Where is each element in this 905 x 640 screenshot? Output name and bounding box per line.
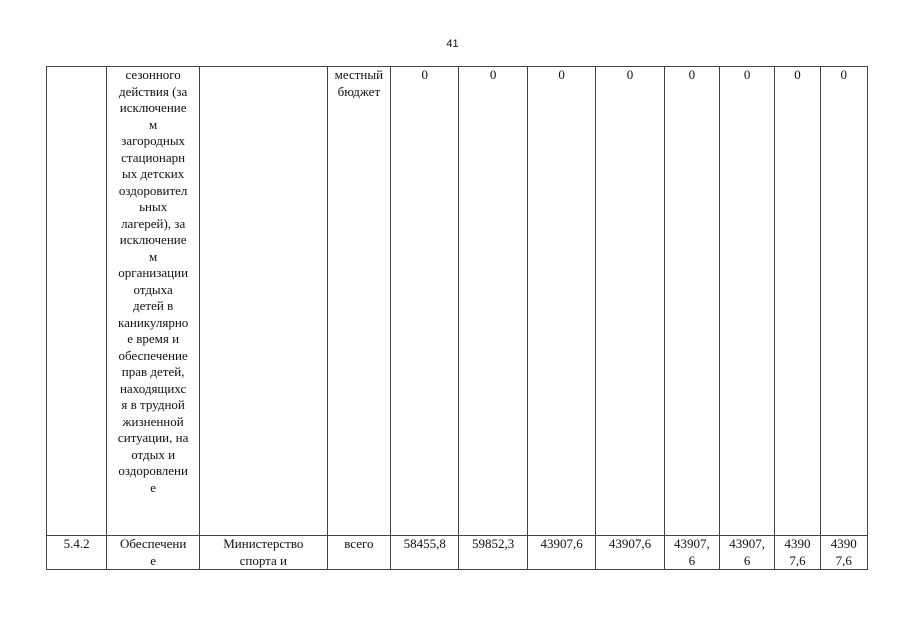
value-cell: 0 <box>527 67 595 536</box>
value-cell: 0 <box>720 67 775 536</box>
row-index-cell: 5.4.2 <box>47 536 107 570</box>
value-cell: 0 <box>391 67 459 536</box>
value-cell: 0 <box>775 67 820 536</box>
value-cell: 0 <box>459 67 527 536</box>
funding-source-cell: всего <box>327 536 390 570</box>
value-cell: 0 <box>820 67 867 536</box>
value-cell: 0 <box>664 67 719 536</box>
measure-name-cell: Обеспечени е <box>107 536 200 570</box>
page-number: 41 <box>446 38 459 50</box>
table-row <box>47 67 868 536</box>
value-cell: 4390 7,6 <box>775 536 820 570</box>
value-cell: 4390 7,6 <box>820 536 867 570</box>
measure-name-cell: сезонного действия (за исключение м загородных стационарн ых детских оздоровител ьных лагерей), за исключение м организации отдыха детей в каникулярно е время и обеспечение прав детей, находящихс я в трудной жизненной ситуации, на отдых и оздоровлени е <box>107 67 200 536</box>
value-cell: 58455,8 <box>391 536 459 570</box>
table-row <box>47 536 868 570</box>
value-cell: 0 <box>596 67 664 536</box>
value-cell: 43907,6 <box>596 536 664 570</box>
executor-cell: Министерство спорта и <box>199 536 327 570</box>
value-cell: 43907,6 <box>527 536 595 570</box>
budget-table <box>46 66 868 570</box>
value-cell: 43907, 6 <box>664 536 719 570</box>
row-index-cell <box>47 67 107 536</box>
executor-cell <box>199 67 327 536</box>
value-cell: 59852,3 <box>459 536 527 570</box>
value-cell: 43907, 6 <box>720 536 775 570</box>
funding-source-cell: местный бюджет <box>327 67 390 536</box>
